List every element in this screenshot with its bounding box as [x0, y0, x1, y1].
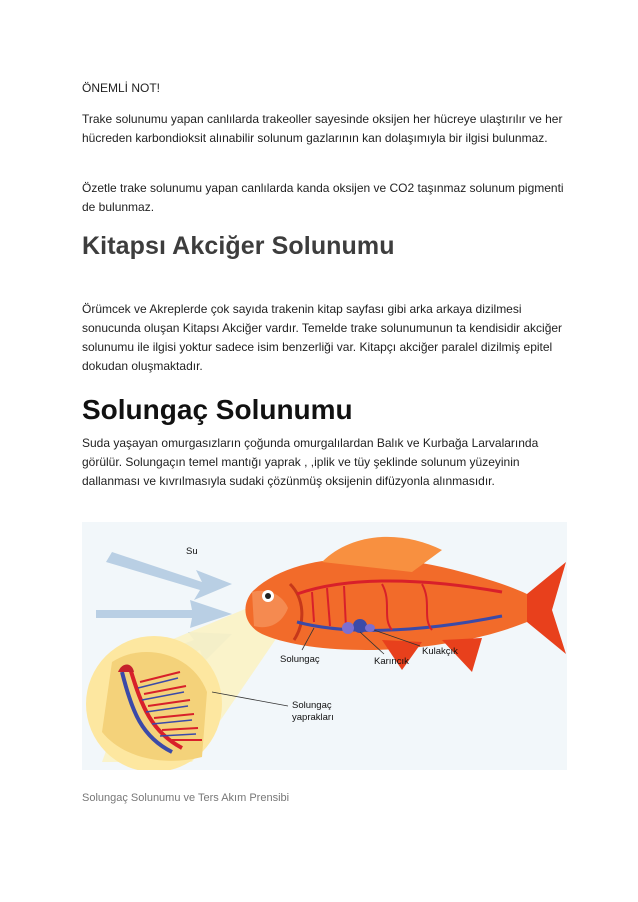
paragraph-kitapsi: Örümcek ve Akreplerde çok sayıda trakenin kitap sayfası gibi arka arkaya dizilmesi sonucunda oluşan Kitapsı Akciğer vardır. Temelde trake solunumunun ta kendisidir akciğer solunumu ile ilgisi yoktur sadece isim benzerliği var. Kitapçı akciğer paralel dizilmiş epitel dokudan oluşmaktadır. — [82, 302, 563, 373]
label-solungac: Solungaç — [280, 654, 320, 665]
gill-closeup — [86, 636, 222, 770]
label-kulakcik: Kulakçık — [422, 646, 458, 657]
paragraph-trake: Trake solunumu yapan canlılarda trakeoller sayesinde oksijen her hücreye ulaştırılır ve her hücreden karbondioksit alınabilir solunum gazlarının kan dolaşımıyla bir ilgisi bulunmaz. — [82, 112, 563, 145]
note-title: ÖNEMLİ NOT! — [82, 81, 161, 95]
heading-kitapsi-akciger: Kitapsı Akciğer Solunumu — [82, 232, 395, 260]
figure-caption: Solungaç Solunumu ve Ters Akım Prensibi — [82, 792, 290, 804]
label-su: Su — [186, 546, 198, 557]
gill-respiration-figure — [82, 522, 567, 770]
label-solungac-yapraklari-2: yaprakları — [292, 712, 334, 723]
fish-gill-illustration — [82, 522, 567, 770]
heading-solungac: Solungaç Solunumu — [82, 394, 353, 425]
label-karincik: Karıncık — [374, 656, 409, 667]
paragraph-ozet: Özetle trake solunumu yapan canlılarda kanda oksijen ve CO2 taşınmaz solunum pigmenti de bulunmaz. — [82, 181, 564, 214]
paragraph-solungac: Suda yaşayan omurgasızların çoğunda omurgalılardan Balık ve Kurbağa Larvalarında görülür. Solungaçın temel mantığı yaprak , ,iplik ve tüy şeklinde solunum yüzeyinin dallanması ve kıvrılmasıyla sudaki çözünmüş oksijenin difüzyonla alınmasıdır. — [82, 436, 539, 488]
fish-illustration — [245, 537, 566, 672]
label-solungac-yapraklari-1: Solungaç — [292, 700, 332, 711]
